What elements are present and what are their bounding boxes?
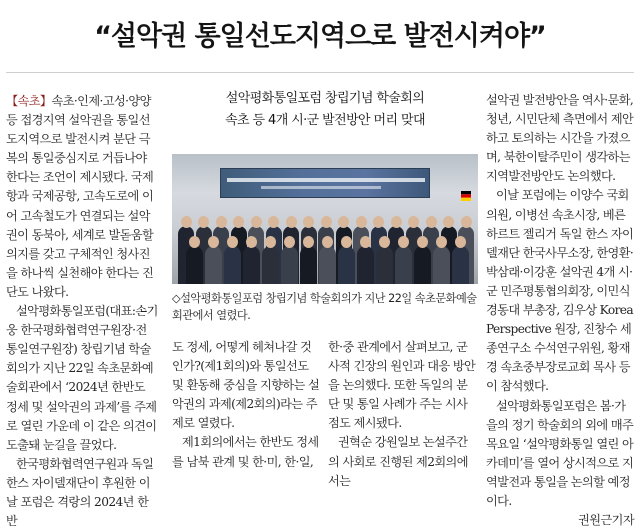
person-head <box>417 236 428 248</box>
person-head <box>268 216 279 228</box>
paragraph: 설악평화통일포럼(대표:손기웅 한국평화협력연구원장·전 통일연구원장) 창립기념 학술회의가 지난 22일 속초문화예술회관에서 ‘2024년 한반도 정세 및 설악권의 과제’를 주제로 열린 가운데 이 같은 의견이 도출돼 눈길을 끌었다. <box>6 304 158 452</box>
person-figure <box>395 246 412 284</box>
person-head <box>216 216 227 228</box>
subheadline-line-2: 속초 등 4개 시·군 발전방안 머리 맞대 <box>225 113 425 128</box>
person-figure <box>262 246 279 284</box>
person-head <box>322 236 333 248</box>
article-column-mid-2 <box>328 338 478 491</box>
paragraph: 도 정세, 어떻게 헤쳐나갈 것인가?(제1회의)와 통일선도 및 환동해 중심을 지향하는 설악권의 과제(제2회의)라는 주제로 열렸다. <box>172 340 320 431</box>
paragraph: 권혁순 강원일보 논설주간의 사회로 진행된 제2회의에서는 <box>328 435 468 488</box>
banner-text-mark <box>227 178 425 182</box>
person-head <box>461 216 472 228</box>
person-figure <box>186 246 203 284</box>
paragraph: 설악권 발전방안을 역사·문화, 청년, 시민단체 측면에서 제안하고 토의하는 시간을 가졌으며, 북한이탈주민이 생각하는 지역발전방안도 논의했다. <box>486 93 634 184</box>
person-head <box>208 236 219 248</box>
photo-caption: ◇설악평화통일포럼 창립기념 학술회의가 지난 22일 속초문화예술회관에서 열렸다. <box>172 292 477 322</box>
person-figure <box>224 246 241 284</box>
person-head <box>379 236 390 248</box>
person-figure <box>205 246 222 284</box>
person-head <box>265 236 276 248</box>
person-head <box>246 236 257 248</box>
paragraph-text: 속초·인제·고성·양양 등 접경지역 설악권을 통일선도지역으로 발전시켜 분단 극복의 통일중심지로 거듭나야 한다는 조언이 제시됐다. 국제항과 국제공항, 고속도로에 이어 고속철도가 연결되는 설악권이 동북아, 세계로 발돋움할 의지를 갖고 구체적인 청사진을 하나씩 실천해야 한다는 진단도 나왔다. <box>6 94 154 299</box>
person-head <box>356 216 367 228</box>
person-head <box>303 216 314 228</box>
person-figure <box>414 246 431 284</box>
person-head <box>360 236 371 248</box>
group-photo <box>172 154 478 284</box>
banner-text-mark <box>261 186 381 189</box>
person-head <box>181 216 192 228</box>
headline-rule <box>6 72 634 73</box>
person-head <box>398 236 409 248</box>
person-head <box>303 236 314 248</box>
paragraph: 한국평화협력연구원과 독일 한스 자이델재단이 후원한 이날 포럼은 격랑의 2024년 한반 <box>6 456 154 529</box>
person-figure <box>338 246 355 284</box>
article-column-mid-1 <box>172 338 322 472</box>
paragraph: 설악평화통일포럼은 봄·가을의 정기 학술회의 외에 매주 목요일 ‘설악평화통일 열린 아카데미’를 열어 상시적으로 지역발전과 통일을 논의할 예정이다. <box>486 398 634 508</box>
person-figure <box>433 246 450 284</box>
person-head <box>227 236 238 248</box>
person-figure <box>452 246 469 284</box>
person-head <box>189 236 200 248</box>
person-head <box>198 216 209 228</box>
crowd <box>172 198 478 284</box>
person-head <box>443 216 454 228</box>
person-head <box>436 236 447 248</box>
reporter-byline: 권원근기자 <box>578 513 634 528</box>
headline: “설악권 통일선도지역으로 발전시켜야” <box>94 21 546 52</box>
paragraph: 제1회의에서는 한반도 정세를 남북 관계 및 한·미, 한·일, <box>172 435 319 469</box>
person-figure <box>243 246 260 284</box>
person-head <box>338 216 349 228</box>
person-head <box>321 216 332 228</box>
paragraph: 한·중 관계에서 살펴보고, 군사적 긴장의 원인과 대응 방안을 논의했다. 또한 독일의 분단 및 통일 사례가 주는 시사점도 제시됐다. <box>328 340 476 431</box>
event-banner <box>220 168 430 198</box>
person-figure <box>357 246 374 284</box>
person-head <box>373 216 384 228</box>
paragraph: 이날 포럼에는 이양수 국회의원, 이병선 속초시장, 베른하르트 젤리거 독일 한스 자이델재단 한국사무소장, 한영환·박삼래·이강훈 설악권 4개 시·군 민주평통협의회장, 이민식 경동대 부총장, 김우상 Korea Perspective 원장, 진창수 세종연구소 수석연구위원, 황재경 속초중부장로교회 목사 등이 참석했다. <box>486 188 634 394</box>
person-head <box>408 216 419 228</box>
subheadline <box>172 88 478 132</box>
person-head <box>233 216 244 228</box>
person-head <box>341 236 352 248</box>
person-figure <box>300 246 317 284</box>
person-head <box>284 236 295 248</box>
person-head <box>391 216 402 228</box>
person-head <box>286 216 297 228</box>
subheadline-line-1: 설악평화통일포럼 창립기념 학술회의 <box>225 91 425 106</box>
article-column-right <box>486 91 634 530</box>
dateline-tag: 【속초】 <box>6 94 52 108</box>
article-column-left <box>6 92 159 531</box>
paragraph <box>6 92 159 302</box>
person-head <box>455 236 466 248</box>
person-figure <box>319 246 336 284</box>
person-figure <box>376 246 393 284</box>
person-head <box>251 216 262 228</box>
person-figure <box>281 246 298 284</box>
person-head <box>426 216 437 228</box>
